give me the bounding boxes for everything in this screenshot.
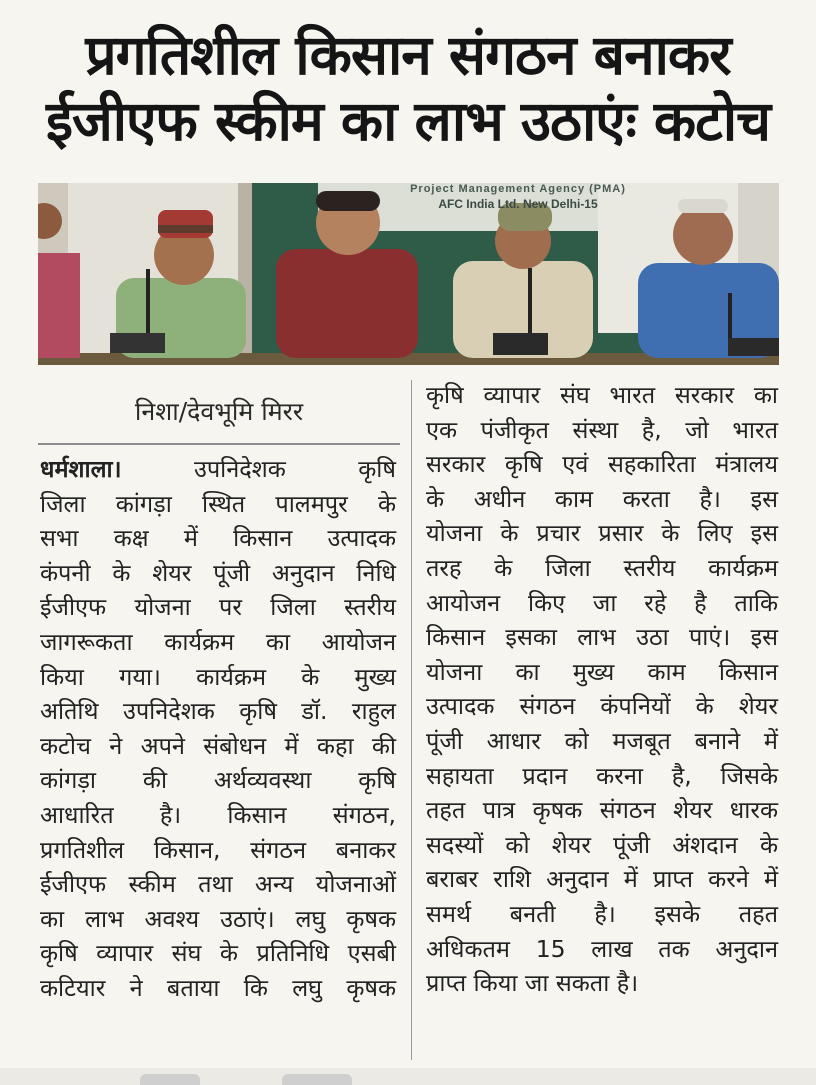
column-divider [411, 380, 412, 1060]
body-line: किया गया। कार्यक्रम के मुख्य [40, 662, 396, 691]
body-line: किसान इसका लाभ उठा पाएं। इस [426, 623, 778, 652]
left-column [40, 452, 396, 1006]
cut-off-text [282, 1074, 352, 1085]
body-line: सहायता प्रदान करना है, जिसके [426, 761, 778, 790]
body-line: तहत पात्र कृषक संगठन शेयर धारक [426, 796, 778, 825]
body-line: जिला कांगड़ा स्थित पालमपुर के [40, 489, 396, 518]
right-column [426, 378, 778, 1001]
headline [0, 22, 816, 154]
page-bottom-edge [0, 1068, 816, 1085]
body-line: सरकार कृषि एवं सहकारिता मंत्रालय [426, 450, 778, 479]
headline-line-2: ईजीएफ स्कीम का लाभ उठाएंः कटोच [45, 89, 771, 153]
body-line: पूंजी आधार को मजबूत बनाने में [426, 726, 778, 755]
body-line: अधिकतम 15 लाख तक अनुदान [426, 934, 778, 963]
body-line: अतिथि उपनिदेशक कृषि डॉ. राहुल [40, 697, 396, 726]
body-line: उत्पादक संगठन कंपनियों के शेयर [426, 692, 778, 721]
news-photo [38, 183, 779, 365]
body-line: आधारित है। किसान संगठन, [40, 800, 396, 829]
body-line: कटियार ने बताया कि लघु कृषक [40, 973, 396, 1002]
body-line: का लाभ अवश्य उठाएं। लघु कृषक [40, 904, 396, 933]
body-line: आयोजन किए जा रहे है ताकि [426, 588, 778, 617]
body-line: प्रगतिशील किसान, संगठन बनाकर [40, 835, 396, 864]
body-line: कटोच ने अपने संबोधन में कहा की [40, 731, 396, 760]
body-line: के अधीन काम करता है। इस [426, 484, 778, 513]
body-line [40, 452, 396, 487]
body-line: तरह के जिला स्तरीय कार्यक्रम [426, 553, 778, 582]
cut-off-text [140, 1074, 200, 1085]
body-line: कंपनी के शेयर पूंजी अनुदान निधि [40, 558, 396, 587]
dateline: धर्मशाला। [40, 455, 122, 483]
body-line: बराबर राशि अनुदान में प्राप्त करने में [426, 865, 778, 894]
banner-line-1: Project Management Agency (PMA) [410, 183, 626, 195]
body-line: योजना का मुख्य काम किसान [426, 657, 778, 686]
body-line: जागरूकता कार्यक्रम का आयोजन [40, 627, 396, 656]
byline-divider [38, 443, 400, 445]
body-line-text: उपनिदेशक कृषि [193, 455, 396, 483]
body-line: प्राप्त किया जा सकता है। [426, 969, 639, 998]
banner-line-2: AFC India Ltd. New Delhi-15 [438, 197, 598, 211]
byline: निशा/देवभूमि मिरर [134, 397, 304, 426]
body-line: ईजीएफ स्कीम तथा अन्य योजनाओं [40, 870, 396, 899]
body-line: कांगड़ा की अर्थव्यवस्था कृषि [40, 766, 396, 795]
body-line: योजना के प्रचार प्रसार के लिए इस [426, 519, 778, 548]
body-line: समर्थ बनती है। इसके तहत [426, 899, 778, 928]
body-line: एक पंजीकृत संस्था है, जो भारत [426, 415, 778, 444]
photo-illustration [38, 183, 779, 365]
body-line: कृषि व्यापार संघ के प्रतिनिधि एसबी [40, 939, 396, 968]
headline-line-1: प्रगतिशील किसान संगठन बनाकर [85, 23, 731, 87]
body-line: कृषि व्यापार संघ भारत सरकार का [426, 381, 778, 409]
body-line: ईजीएफ योजना पर जिला स्तरीय [40, 593, 396, 622]
body-line: सदस्यों को शेयर पूंजी अंशदान के [426, 830, 778, 859]
body-line: सभा कक्ष में किसान उत्पादक [40, 524, 396, 553]
